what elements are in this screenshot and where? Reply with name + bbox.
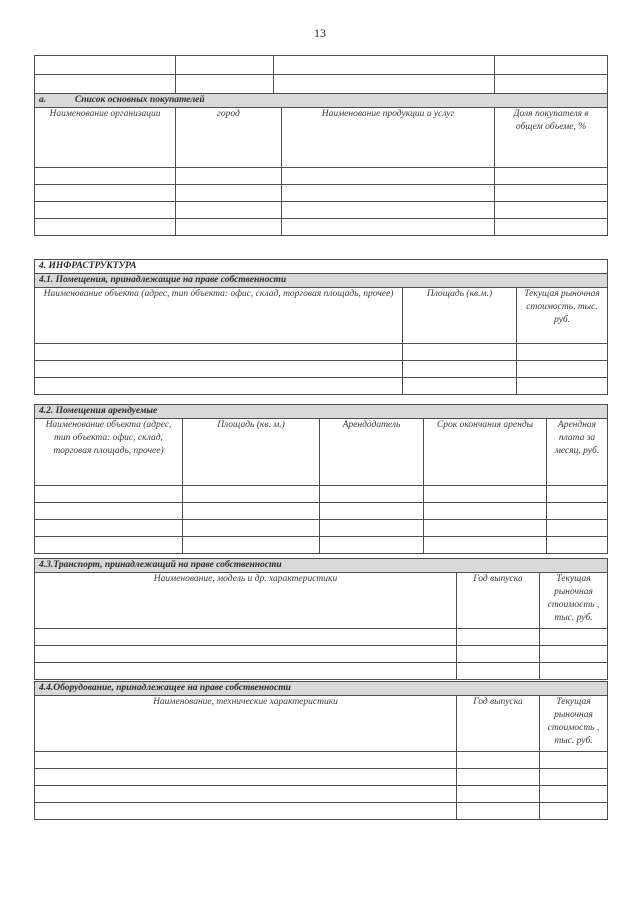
rented-premises-columns — [35, 419, 608, 486]
col-city: город — [176, 108, 282, 168]
carryover-row — [35, 56, 608, 75]
col-year: Год выпуска — [457, 573, 540, 629]
table-row — [35, 786, 608, 803]
equipment-title: 4.4.Оборудование, принадлежащее на праве собственности — [35, 682, 608, 696]
transport-title: 4.3.Транспорт, принадлежащий на праве собственности — [35, 559, 608, 573]
table-row — [35, 361, 608, 378]
owned-premises-header — [35, 274, 608, 288]
table-row — [35, 537, 608, 554]
col-market-value: Текущая рыночная стоимость , тыс. руб. — [540, 696, 608, 752]
table-row — [35, 646, 608, 663]
col-year: Год выпуска — [457, 696, 540, 752]
equipment-table — [34, 681, 608, 820]
table-row — [35, 202, 608, 219]
col-area: Площадь (кв.м.) — [403, 288, 517, 344]
buyers-marker: а. — [39, 95, 47, 105]
table-row — [35, 663, 608, 680]
equipment-header — [35, 682, 608, 696]
col-products: Наименование продукции и услуг — [282, 108, 495, 168]
transport-header — [35, 559, 608, 573]
table-row — [35, 219, 608, 236]
rented-premises-title: 4.2. Помещения арендуемые — [35, 405, 608, 419]
col-object-name: Наименование объекта (адрес, тип объекта: офис, склад, торговая площадь, прочее) — [35, 288, 403, 344]
col-share: Доля покупателя в общем объеме, % — [495, 108, 608, 168]
infrastructure-title: 4. ИНФРАСТРУКТУРА — [35, 260, 608, 274]
infrastructure-header — [35, 260, 608, 274]
equipment-columns — [35, 696, 608, 752]
buyers-column-headers — [35, 108, 608, 168]
transport-columns — [35, 573, 608, 629]
col-rent: Арендная плата за месяц, руб. — [547, 419, 608, 486]
carryover-row — [35, 75, 608, 94]
table-row — [35, 520, 608, 537]
table-row — [35, 185, 608, 202]
table-row — [35, 629, 608, 646]
buyers-table — [34, 55, 608, 236]
table-row — [35, 503, 608, 520]
col-lease-end: Срок окончания аренды — [424, 419, 547, 486]
table-row — [35, 803, 608, 820]
col-org-name: Наименование организации — [35, 108, 176, 168]
buyers-section-header — [35, 94, 608, 108]
buyers-title: Список основных покупателей — [74, 95, 205, 105]
table-row — [35, 752, 608, 769]
col-equipment-name: Наименование, технические характеристики — [35, 696, 457, 752]
col-area: Площадь (кв. м.) — [183, 419, 320, 486]
col-market-value: Текущая рыночная стоимость , тыс. руб. — [540, 573, 608, 629]
table-row — [35, 769, 608, 786]
col-object-name: Наименование объекта (адрес, тип объекта: офис, склад, торговая площадь, прочее) — [35, 419, 183, 486]
transport-table — [34, 558, 608, 680]
col-vehicle-name: Наименование, модель и др. характеристики — [35, 573, 457, 629]
table-row — [35, 344, 608, 361]
table-row — [35, 486, 608, 503]
owned-premises-title: 4.1. Помещения, принадлежащие на праве собственности — [35, 274, 608, 288]
infrastructure-owned-table — [34, 259, 608, 395]
rented-premises-table — [34, 404, 608, 554]
rented-premises-header — [35, 405, 608, 419]
col-market-value: Текущая рыночная стоимость, тыс. руб. — [517, 288, 608, 344]
owned-premises-columns — [35, 288, 608, 344]
table-row — [35, 168, 608, 185]
table-row — [35, 378, 608, 395]
page-number: 13 — [314, 26, 326, 40]
col-landlord: Арендодатель — [320, 419, 424, 486]
